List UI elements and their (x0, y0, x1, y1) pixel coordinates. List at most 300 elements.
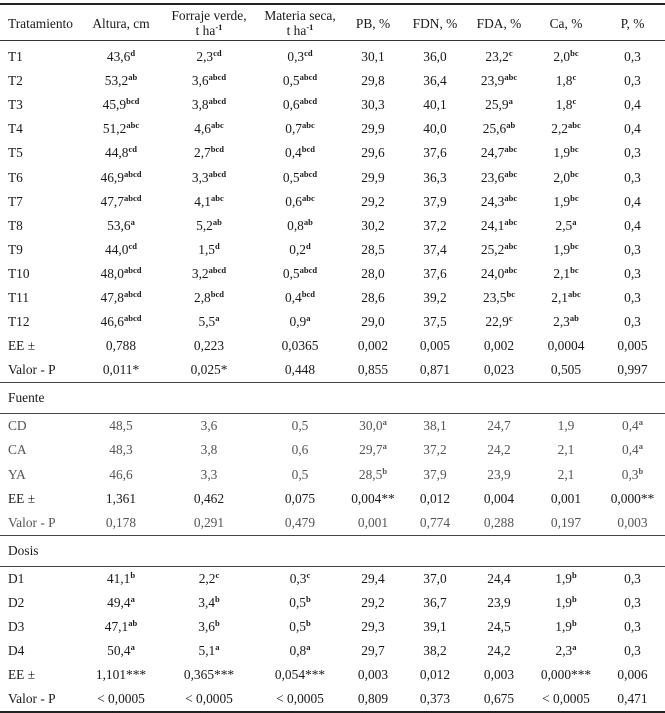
table-cell: 37,2 (423, 217, 447, 233)
table-cell: 28,5 (361, 241, 385, 257)
significance-letter: abcd (123, 288, 142, 299)
significance-letter: cd (304, 48, 313, 59)
table-row (0, 214, 665, 238)
row-label: CD (8, 418, 27, 434)
table-cell: 0,2$^d$ (289, 240, 311, 257)
table-cell: 24,0$^{abc}$ (480, 264, 518, 281)
row-label: D1 (8, 570, 25, 586)
table-cell: < 0,0005 (82, 687, 160, 712)
table-cell: 45,9$^{bcd}$ (102, 96, 140, 113)
significance-letter: b (215, 593, 220, 604)
table-cell: 0,809 (342, 687, 404, 712)
table-cell: 1,8$^c$ (555, 72, 577, 89)
significance-letter: abcd (299, 72, 318, 83)
row-label: CA (8, 442, 27, 458)
significance-letter: abc (211, 192, 224, 203)
significance-letter: c (306, 569, 311, 580)
significance-letter: b (306, 593, 311, 604)
table-cell: 0,3 (624, 619, 641, 635)
table-cell: 0,3 (624, 265, 641, 281)
table-cell: 0,3$^{cd}$ (287, 48, 313, 65)
table-cell: 38,1 (423, 418, 447, 434)
table-cell: 2,1 (557, 466, 575, 482)
table-cell: 1,5$^d$ (198, 240, 220, 257)
significance-letter: b (638, 465, 644, 476)
significance-letter: a (508, 96, 513, 107)
table-cell: 5,1$^a$ (198, 642, 220, 659)
results-table (0, 6, 665, 713)
table-row (0, 334, 665, 358)
significance-letter: b (572, 618, 577, 629)
significance-letter: abcd (123, 168, 142, 179)
table-cell: 3,3 (200, 466, 218, 482)
table-cell: 1,9 (557, 418, 575, 434)
significance-letter: b (572, 569, 577, 580)
table-cell: 29,9 (361, 121, 385, 137)
table-cell: 0,855 (357, 362, 389, 378)
table-cell: 0,3 (624, 169, 641, 185)
significance-letter: c (508, 313, 513, 324)
column-header (404, 6, 466, 41)
table-cell: 24,7$^{abc}$ (480, 144, 518, 161)
table-cell: 25,2$^{abc}$ (480, 240, 518, 257)
table-cell: 0,003 (357, 667, 389, 683)
table-cell: 23,5$^{bc}$ (483, 288, 515, 305)
table-row (0, 69, 665, 93)
table-cell: 53,6$^a$ (107, 216, 135, 233)
table-cell: 2,2$^c$ (198, 569, 220, 586)
significance-letter: ab (212, 216, 222, 227)
table-cell: 0,8$^a$ (289, 642, 311, 659)
table-cell: 29,2 (361, 193, 385, 209)
table-cell: 47,1$^{ab}$ (104, 618, 138, 635)
significance-letter: b (215, 618, 220, 629)
table-cell: 24,7 (487, 418, 511, 434)
table-row (0, 190, 665, 214)
table-cell: 24,1$^{abc}$ (480, 216, 518, 233)
table-cell: 0,6 (291, 442, 309, 458)
significance-letter: abcd (208, 168, 227, 179)
row-label: T7 (8, 193, 23, 209)
table-cell: 40,0 (423, 121, 447, 137)
row-label: YA (8, 466, 26, 482)
table-cell: 23,9 (487, 466, 511, 482)
table-cell: 30,2 (361, 217, 385, 233)
table-cell: 0,004** (351, 490, 395, 506)
significance-letter: bc (570, 240, 579, 251)
table-cell: $0,6^{abcd}$ (282, 96, 318, 113)
table-cell: 0,006 (617, 667, 648, 683)
significance-letter: ab (128, 618, 138, 629)
significance-letter: abc (504, 240, 518, 251)
significance-letter: abcd (299, 168, 318, 179)
significance-letter: bcd (301, 144, 315, 155)
row-label: T2 (8, 73, 23, 89)
table-cell: 0,5 (291, 466, 309, 482)
column-header (160, 6, 258, 41)
significance-letter: b (572, 593, 577, 604)
table-cell: 3,8 (200, 442, 218, 458)
significance-letter: a (638, 441, 643, 452)
column-header-label: Forraje verde, (171, 8, 247, 23)
table-cell: 29,9 (361, 169, 385, 185)
significance-letter: d (215, 240, 220, 251)
table-cell: 30,3 (361, 97, 385, 113)
table-cell: 0,075 (284, 490, 316, 506)
table-row (0, 414, 665, 439)
table-cell: 29,7$^a$ (359, 441, 387, 458)
table-cell: 0,000** (610, 490, 655, 506)
table-cell: 0,003 (617, 514, 648, 530)
table-cell: 4,6$^{abc}$ (194, 120, 224, 137)
table-cell: 3,4$^b$ (198, 593, 220, 610)
table-cell: 41,1$^b$ (106, 569, 136, 586)
significance-letter: ab (569, 313, 579, 324)
significance-letter: a (130, 593, 135, 604)
significance-letter: a (572, 642, 577, 653)
table-cell: 36,0 (423, 49, 447, 65)
table-row (0, 511, 665, 536)
table-cell: $46,9^{abcd}$ (100, 168, 142, 185)
table-cell: $0,5^{abcd}$ (282, 168, 318, 185)
table-cell: 0,3$^b$ (621, 465, 644, 482)
table-row (0, 286, 665, 310)
column-header (532, 6, 600, 41)
table-cell: 0,3 (624, 570, 641, 586)
table-cell: 39,1 (423, 619, 447, 635)
table-cell: 2,0$^{bc}$ (553, 168, 579, 185)
table-cell: 36,3 (423, 169, 447, 185)
significance-letter: abcd (123, 264, 142, 275)
table-cell: 0,3 (624, 145, 641, 161)
table-cell: 28,0 (361, 265, 385, 281)
table-row (0, 262, 665, 286)
significance-letter: abc (568, 120, 581, 131)
significance-letter: c (215, 569, 220, 580)
significance-letter: bc (570, 144, 579, 155)
table-cell: 5,5$^a$ (198, 313, 220, 330)
table-row (0, 141, 665, 165)
table-cell: 29,8 (361, 73, 385, 89)
column-header (600, 6, 665, 41)
table-cell: 0,0365 (281, 338, 319, 354)
table-row (0, 310, 665, 334)
table-cell: 0,7$^{abc}$ (285, 120, 315, 137)
table-cell: 0,448 (284, 362, 316, 378)
row-label: T11 (8, 289, 30, 305)
table-cell: 0,000*** (540, 667, 592, 683)
table-cell: 0,4$^a$ (622, 417, 643, 434)
significance-letter: abc (504, 192, 518, 203)
table-cell: 37,6 (423, 145, 447, 161)
significance-letter: c (572, 96, 577, 107)
row-label: T1 (8, 49, 23, 65)
table-cell: 0,3 (624, 314, 641, 330)
table-cell: 2,7$^{bcd}$ (194, 144, 224, 161)
significance-letter: abcd (299, 96, 318, 107)
table-cell: 37,9 (423, 466, 447, 482)
table-row (0, 566, 665, 591)
significance-letter: abc (504, 168, 518, 179)
table-cell: $0,5^{abcd}$ (282, 72, 318, 89)
significance-letter: abc (126, 120, 140, 131)
table-cell: 1,8$^c$ (555, 96, 577, 113)
table-cell: 0,0004 (547, 338, 585, 354)
table-cell: 2,1$^{abc}$ (551, 288, 581, 305)
table-cell: 48,3 (109, 442, 133, 458)
table-cell: 0,002 (483, 338, 515, 354)
significance-letter: a (572, 216, 577, 227)
significance-letter: c (508, 48, 513, 59)
row-label: T6 (8, 169, 23, 185)
row-label: T4 (8, 121, 23, 137)
column-header-label: Tratamiento (8, 15, 73, 31)
table-cell: 24,4 (487, 570, 511, 586)
table-cell: 0,8$^{ab}$ (287, 216, 313, 233)
table-cell: 0,4$^{bcd}$ (285, 288, 315, 305)
significance-letter: abcd (208, 72, 227, 83)
table-cell: 43,6$^d$ (106, 48, 136, 65)
table-cell: 0,4 (624, 193, 641, 209)
significance-letter: abc (302, 192, 315, 203)
table-cell: 1,9$^b$ (555, 593, 577, 610)
table-row (0, 165, 665, 189)
table-cell: 25,9$^a$ (485, 96, 513, 113)
table-row (0, 358, 665, 383)
table-cell: 46,6 (109, 466, 133, 482)
significance-letter: a (382, 441, 387, 452)
significance-letter: cd (213, 48, 222, 59)
significance-letter: abc (504, 216, 518, 227)
table-cell: 0,3$^c$ (289, 569, 311, 586)
table-cell: 0,003 (483, 667, 515, 683)
column-header-label: Altura, cm (92, 15, 150, 31)
header-row (0, 6, 665, 41)
table-cell: 0,4$^a$ (622, 441, 643, 458)
table-cell: 23,9$^{abc}$ (480, 72, 518, 89)
table-cell: 0,365*** (183, 667, 235, 683)
table-row (0, 238, 665, 262)
table-cell: $3,8^{abcd}$ (191, 96, 227, 113)
table-cell: 2,2$^{abc}$ (551, 120, 581, 137)
table-cell: 0,002 (357, 338, 389, 354)
table-cell: 0,012 (419, 490, 451, 506)
significance-letter: a (215, 313, 220, 324)
table-row (0, 663, 665, 687)
table-cell: 0,4 (624, 121, 641, 137)
table-cell: 0,5$^b$ (289, 593, 311, 610)
table-cell: 0,3 (624, 289, 641, 305)
table-cell: $0,5^{abcd}$ (282, 264, 318, 281)
table-cell: 0,025* (190, 362, 228, 378)
table-cell: 0,871 (419, 362, 451, 378)
table-cell: 28,6 (361, 289, 385, 305)
table-cell: 0,788 (105, 338, 137, 354)
table-cell: 0,5 (291, 418, 309, 434)
column-header-label: PB, % (355, 15, 391, 31)
row-label: Valor - P (0, 687, 82, 712)
significance-letter: abc (504, 72, 518, 83)
column-header (0, 6, 82, 41)
table-row (0, 487, 665, 511)
table-cell: 0,4 (624, 97, 641, 113)
table-cell: 39,2 (423, 289, 447, 305)
table-cell: 0,505 (550, 362, 582, 378)
table-row (0, 438, 665, 462)
table-cell: 0,3 (624, 73, 641, 89)
table-row (0, 41, 665, 70)
table-cell: 0,9$^a$ (289, 313, 311, 330)
row-label: EE ± (8, 338, 36, 354)
table-cell: 0,373 (404, 687, 466, 712)
table-row (0, 687, 665, 712)
table-top-rule (0, 3, 665, 5)
table-cell: 0,054*** (274, 667, 326, 683)
row-label: EE ± (8, 667, 36, 683)
significance-letter: bc (570, 192, 579, 203)
table-cell: 5,2$^{ab}$ (196, 216, 222, 233)
significance-letter: b (306, 618, 311, 629)
table-cell: 23,6$^{abc}$ (480, 168, 518, 185)
table-row (0, 615, 665, 639)
row-label: T9 (8, 241, 23, 257)
column-header-unit: t $ha^{-1}$ (195, 22, 223, 38)
significance-letter: abc (504, 144, 518, 155)
table-cell: 0,004 (483, 490, 515, 506)
table-cell: 24,2 (487, 442, 511, 458)
significance-letter: b (382, 465, 388, 476)
table-cell: 0,3 (624, 594, 641, 610)
table-cell: 0,178 (105, 514, 137, 530)
significance-letter: cd (128, 144, 137, 155)
table-cell: 29,3 (361, 619, 385, 635)
table-cell: 0,197 (550, 514, 582, 530)
significance-letter: a (306, 313, 311, 324)
table-cell: $3,6^{abcd}$ (191, 72, 227, 89)
table-cell: 24,2 (487, 643, 511, 659)
significance-letter: bc (570, 48, 579, 59)
table-cell: 2,3$^{cd}$ (196, 48, 222, 65)
column-header-label: Materia seca, (264, 8, 336, 23)
table-cell: 44,8$^{cd}$ (105, 144, 137, 161)
table-cell: 0,023 (483, 362, 515, 378)
table-cell: 0,479 (284, 514, 316, 530)
table-cell: 0,005 (419, 338, 451, 354)
row-label: Valor - P (8, 362, 56, 378)
significance-letter: abcd (123, 192, 142, 203)
column-header-label: FDA, % (476, 15, 522, 31)
significance-letter: cd (128, 240, 137, 251)
table-cell: 0,471 (600, 687, 665, 712)
table-cell: 2,8$^{bcd}$ (194, 288, 224, 305)
table-cell: 0,6$^{abc}$ (285, 192, 315, 209)
table-cell: 3,6 (200, 418, 218, 434)
section-title: Fuente (0, 383, 665, 414)
table-cell: $47,8^{abcd}$ (100, 288, 142, 305)
table-cell: $46,6^{abcd}$ (100, 313, 142, 330)
table-cell: 29,0 (361, 314, 385, 330)
table-cell: 0,675 (466, 687, 532, 712)
table-cell: 37,9 (423, 193, 447, 209)
table-cell: 0,997 (617, 362, 648, 378)
table-row (0, 117, 665, 141)
row-label: T10 (8, 265, 30, 281)
column-header (342, 6, 404, 41)
table-cell: < 0,0005 (258, 687, 342, 712)
table-cell: 1,361 (105, 490, 137, 506)
table-cell: 0,462 (193, 490, 225, 506)
table-cell: 0,001 (357, 514, 389, 530)
table-cell: 29,2 (361, 594, 385, 610)
significance-letter: bcd (126, 96, 140, 107)
section-header-row (0, 535, 665, 566)
table-cell: 0,012 (419, 667, 451, 683)
significance-letter: ab (128, 72, 138, 83)
table-cell: 24,3$^{abc}$ (480, 192, 518, 209)
table-cell: 1,9$^{bc}$ (553, 192, 579, 209)
table-cell: 0,3 (624, 643, 641, 659)
table-cell: 37,4 (423, 241, 447, 257)
table-cell: 0,291 (193, 514, 225, 530)
column-header (82, 6, 160, 41)
table-cell: 36,4 (423, 73, 447, 89)
significance-letter: bc (570, 168, 579, 179)
table-cell: 3,6$^b$ (198, 618, 220, 635)
column-header-label: Ca, % (549, 15, 583, 31)
row-label: EE ± (8, 490, 36, 506)
table-cell: 2,1 (557, 442, 575, 458)
table-cell: 0,223 (193, 338, 225, 354)
table-row (0, 93, 665, 117)
significance-letter: abcd (208, 96, 227, 107)
table-cell: 0,774 (419, 514, 451, 530)
table-cell: 0,001 (550, 490, 582, 506)
significance-letter: a (382, 417, 387, 428)
table-cell: 25,6$^{ab}$ (482, 120, 516, 137)
table-cell: 2,3$^{ab}$ (553, 313, 579, 330)
table-cell: 24,5 (487, 619, 511, 635)
significance-letter: abc (504, 264, 518, 275)
table-cell: 0,005 (617, 338, 648, 354)
table-cell: 23,2$^c$ (485, 48, 513, 65)
table-cell: 44,0$^{cd}$ (105, 240, 137, 257)
table-row (0, 591, 665, 615)
table-cell: 48,5 (109, 418, 133, 434)
table-cell: 0,3 (624, 241, 641, 257)
table-cell: 2,1$^{bc}$ (553, 264, 579, 281)
table-cell: 0,4$^{bcd}$ (285, 144, 315, 161)
table-row (0, 639, 665, 663)
table-row (0, 463, 665, 487)
section-title: Dosis (0, 535, 665, 566)
section-header-row (0, 383, 665, 414)
table-cell: < 0,0005 (532, 687, 600, 712)
table-cell: 29,6 (361, 145, 385, 161)
table-cell: 37,5 (423, 314, 447, 330)
table-cell: 1,9$^{bc}$ (553, 144, 579, 161)
table-cell: 0,3 (624, 49, 641, 65)
table-cell: 4,1$^{abc}$ (194, 192, 224, 209)
table-cell: $3,2^{abcd}$ (191, 264, 227, 281)
table-cell: 22,9$^c$ (485, 313, 513, 330)
significance-letter: d (306, 240, 311, 251)
table-cell: 0,288 (483, 514, 515, 530)
table-cell: 0,4 (624, 217, 641, 233)
table-cell: < 0,0005 (160, 687, 258, 712)
table-cell: 53,2$^{ab}$ (104, 72, 138, 89)
table-cell: 1,101*** (95, 667, 147, 683)
significance-letter: abcd (123, 313, 142, 324)
